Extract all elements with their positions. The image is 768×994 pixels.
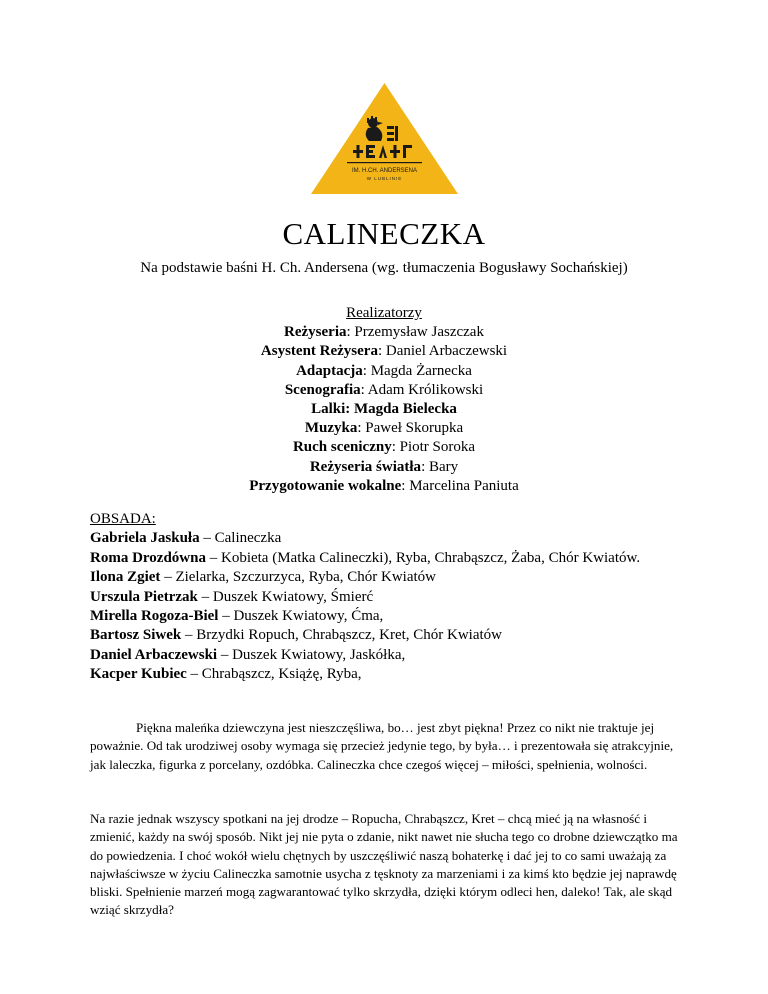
crew-item: Reżyseria światła: Bary [309,458,459,475]
cast-item [90,529,640,548]
cast-roles: – Calineczka [199,530,282,547]
crew-role: Scenografia [284,381,361,398]
crew-role: Reżyseria [284,324,347,341]
cast-actor: Kacper Kubiec [90,666,187,683]
cast-actor: Daniel Arbaczewski [90,646,218,663]
crew-heading: Realizatorzy [346,305,422,321]
cast-roles: – Chrabąszcz, Książę, Ryba, [186,666,362,683]
cast-roles: – Duszek Kwiatowy, Śmierć [197,588,374,605]
cast-roles: – Brzydki Ropuch, Chrabąszcz, Kret, Chór Kwiatów [181,627,503,644]
crew-item: Asystent Reżysera: Daniel Arbaczewski [260,343,508,360]
crew-person: Marcelina Paniuta [409,477,519,494]
crew-item: Scenografia: Adam Królikowski [284,381,484,398]
crew-person: Paweł Skorupka [365,420,464,437]
crew-person: Piotr Soroka [399,439,476,456]
crew-role: Reżyseria światła [309,458,422,475]
crew-person: Bary [428,458,459,475]
cast-actor: Urszula Pietrzak [90,588,198,605]
cast-item [90,665,640,684]
crew-role: Adaptacja [296,362,363,379]
cast-actor: Gabriela Jaskuła [90,530,200,547]
cast-item [90,549,640,568]
logo-text-line2: W LUBLINIE [366,176,403,181]
cast-actor: Mirella Rogoza-Biel [90,608,219,625]
crew-item: Adaptacja: Magda Żarnecka [296,362,472,379]
cast-heading: OBSADA: [90,511,156,527]
crew-role: Muzyka [304,420,358,437]
theatre-logo [311,83,458,194]
cast-roles: – Kobieta (Matka Calineczki), Ryba, Chrabąszcz, Żaba, Chór Kwiatów. [205,549,641,566]
crew-item: Reżyseria: Przemysław Jaszczak [284,324,484,341]
logo-text-line1: IM. H.CH. ANDERSENA [351,168,418,174]
crew-role: Przygotowanie wokalne [249,477,402,494]
description-paragraph-2: Na razie jednak wszyscy spotkani na jej drodze – Ropucha, Chrabąszcz, Kret – chcą mieć ją na własność i zmienić, każdy na swój sposób. Nikt jej nie pyta o zdanie, nikt nawet nie słucha tego co drobne dziewczątko ma do powiedzenia. I choć wokół wielu chętnych by uszczęśliwić naszą bohaterkę i dać jej to co sami uważają za najwłaściwsze w życiu Calineczka samotnie usycha z tęsknoty za marzeniami i za kimś kto będzie jej naprawdę bliski. Spełnienie marzeń mogą zagwarantować tylko skrzydła, dzięki którym odleci hen, daleko! Tak, ale skąd wziąć skrzydła? [90,811,678,918]
play-subtitle: Na podstawie baśni H. Ch. Andersena (wg. tłumaczenia Bogusławy Sochańskiej) [140,260,628,276]
crew-item: Muzyka: Paweł Skorupka [304,420,464,437]
cast-item [90,626,640,645]
crew-item: Przygotowanie wokalne: Marcelina Paniuta [249,477,519,494]
crew-person: Daniel Arbaczewski [385,343,508,360]
description-paragraph-1: Piękna maleńka dziewczyna jest nieszczęśliwa, bo… jest zbyt piękna! Przez co nikt nie traktuje jej poważnie. Od tak urodziwej osoby wymaga się przecież jedynie tego, by była… i prezentowała się atrakcyjnie, jak laleczka, figurka z porcelany, ozdóbka. Calineczka chce czegoś więcej – miłości, spełnienia, wolności. [90,720,674,772]
crew-person: Adam Królikowski [367,381,484,398]
cast-item [90,568,640,587]
crew-role: Ruch sceniczny [292,439,392,456]
cast-roles: – Zielarka, Szczurzyca, Ryba, Chór Kwiatów [160,569,436,586]
cast-actor: Bartosz Siwek [90,627,182,644]
cast-item [90,646,640,665]
cast-section [90,510,640,685]
crew-item: Ruch sceniczny: Piotr Soroka [292,439,476,456]
cast-actor: Roma Drozdówna [90,549,206,566]
crew-section [0,304,768,496]
play-title: CALINECZKA [282,216,486,251]
crew-role: Asystent Reżysera [260,343,378,360]
crew-person: Magda Żarnecka [370,362,472,379]
cast-item [90,607,640,626]
crew-item: Lalki: Magda Bielecka [311,401,457,418]
logo-divider [347,162,422,163]
cast-item [90,588,640,607]
cast-roles: – Duszek Kwiatowy, Jaskółka, [217,646,406,663]
crew-person: Przemysław Jaszczak [354,324,484,341]
cast-actor: Ilona Zgiet [90,569,161,586]
cast-roles: – Duszek Kwiatowy, Ćma, [218,608,384,625]
